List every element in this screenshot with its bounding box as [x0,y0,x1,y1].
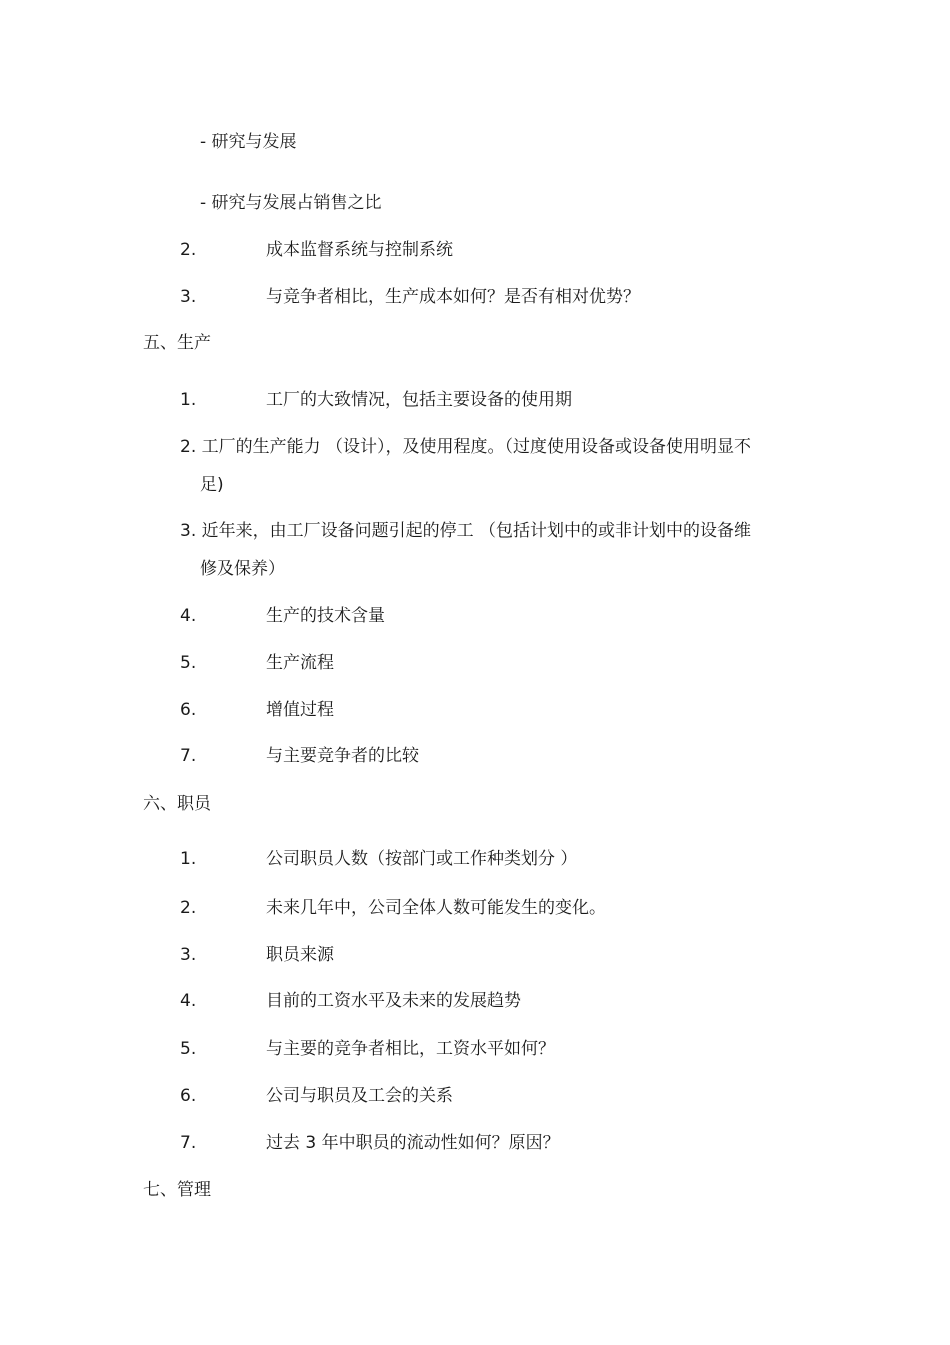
item-number: 2. [180,240,197,260]
item-number: 7. [180,746,197,766]
item-number: 2. [180,898,197,918]
item-text-wrapped: 2. 工厂的生产能力 （设计），及使用程度。（过度使用设备或设备使用明显不 [180,437,752,457]
item-text: 与主要竞争者的比较 [266,746,419,766]
item-number: 6. [180,700,197,720]
item-number: 6. [180,1086,197,1106]
item-number: 1. [180,849,197,869]
section-heading-management: 七、管理 [143,1180,211,1200]
section-heading-production: 五、生产 [143,333,211,353]
item-text-wrapped: 3. 近年来，由工厂设备问题引起的停工 （包括计划中的或非计划中的设备维 [180,521,752,541]
item-number: 3. [180,945,197,965]
item-text: 生产流程 [266,653,334,673]
item-text: 成本监督系统与控制系统 [266,240,453,260]
item-number: 1. [180,390,197,410]
item-number: 4. [180,606,197,626]
item-text: 与主要的竞争者相比，工资水平如何？ [266,1039,555,1059]
item-text: 过去 3 年中职员的流动性如何？原因？ [266,1133,560,1153]
item-text: 增值过程 [266,700,334,720]
item-text: 公司职员人数（按部门或工作种类划分 ） [266,849,578,869]
item-text-continued: 修及保养） [200,559,285,579]
item-text: 目前的工资水平及未来的发展趋势 [266,991,521,1011]
item-text: 与竞争者相比，生产成本如何？是否有相对优势？ [266,287,640,307]
item-text: 生产的技术含量 [266,606,385,626]
item-number: 5. [180,653,197,673]
section-heading-staff: 六、职员 [143,794,211,814]
item-text: 工厂的大致情况，包括主要设备的使用期 [266,390,572,410]
item-text: 职员来源 [266,945,334,965]
item-number: 4. [180,991,197,1011]
item-number: 7. [180,1133,197,1153]
item-text: 未来几年中，公司全体人数可能发生的变化。 [266,898,606,918]
item-number: 3. [180,287,197,307]
item-text: 公司与职员及工会的关系 [266,1086,453,1106]
item-text-continued: 足) [200,475,224,495]
item-number: 5. [180,1039,197,1059]
bullet-rnd-ratio: - 研究与发展占销售之比 [200,193,382,213]
bullet-rnd: - 研究与发展 [200,132,297,152]
